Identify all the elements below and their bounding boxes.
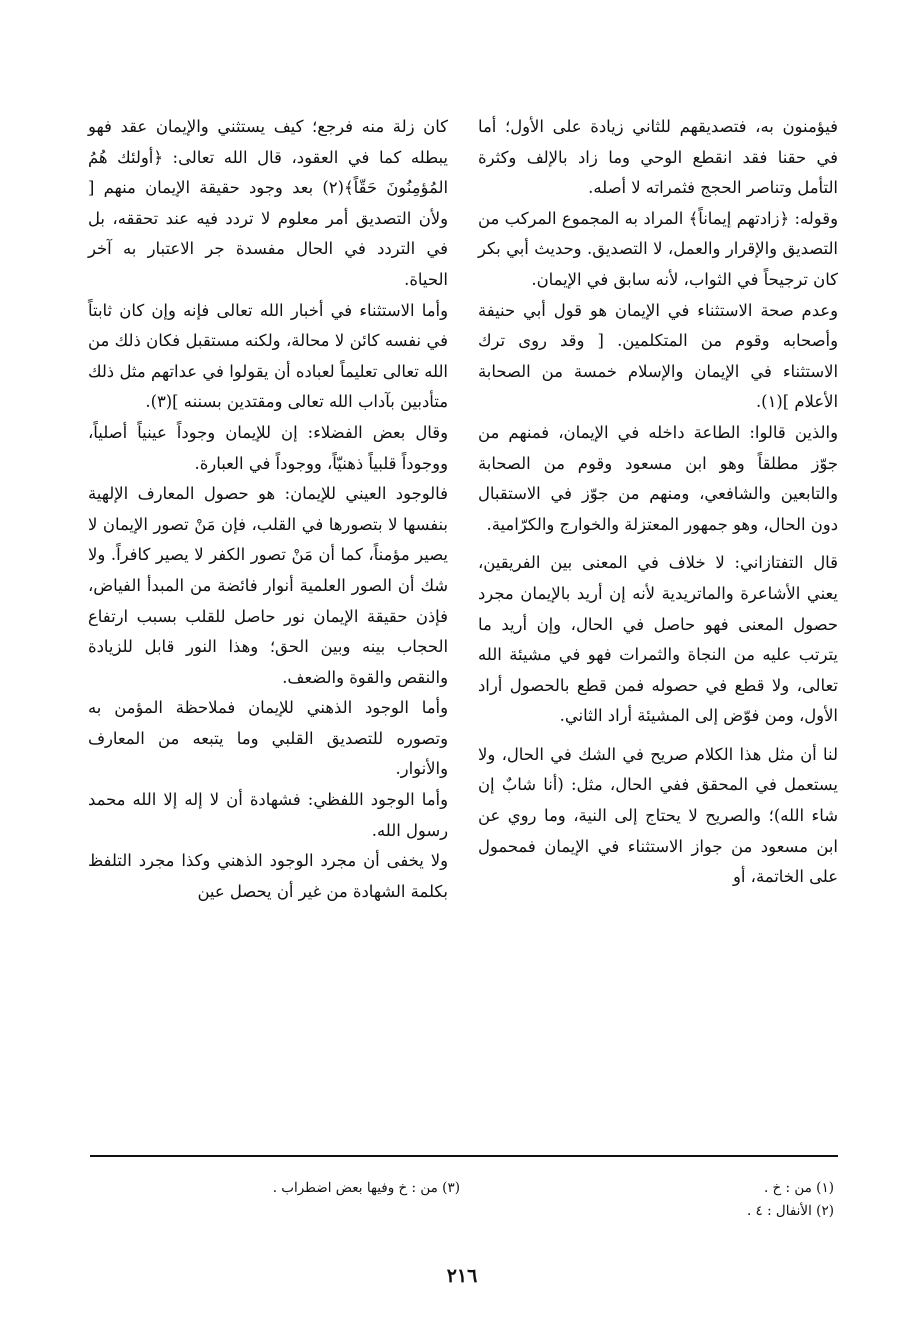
paragraph: وقال بعض الفضلاء: إن للإيمان وجوداً عينياً أصلياً، ووجوداً قلبياً ذهنيّاً، ووجوداً في العبارة. — [88, 422, 448, 473]
paragraph: لنا أن مثل هذا الكلام صريح في الشك في الحال، ولا يستعمل في المحقق ففي الحال، مثل: (أنا شابٌ إن شاء الله)؛ والصريح لا يحتاج إلى النية، وما روي عن ابن مسعود من جواز الاستثناء في الإيمان فمحمول على الخاتمة، أو — [478, 744, 838, 887]
paragraph: كان زلة منه فرجع؛ كيف يستثني والإيمان عقد فهو يبطله كما في العقود، قال الله تعالى: ﴿أولئك هُمُ المُؤمِنُونَ حَقّاً﴾(٢) بعد وجود حقيقة الإيمان منهم [ ولأن التصديق أمر معلوم لا تردد فيه عند تحققه، بل في التردد في الحال مفسدة جر الاعتبار به آخر الحياة. — [88, 117, 448, 289]
footnote-divider — [90, 1155, 838, 1157]
footnote: (١) من : خ . — [763, 1180, 834, 1196]
paragraph: فيؤمنون به، فتصديقهم للثاني زيادة على الأول؛ أما في حقنا فقد انقطع الوحي وما زاد بالإلف وكثرة التأمل وتناصر الحجج فثمراته لا أصله. — [478, 117, 838, 198]
footnote: (٣) من : خ وفيها بعض اضطراب . — [272, 1180, 460, 1196]
paragraph: وأما الوجود اللفظي: فشهادة أن لا إله إلا الله محمد رسول الله. — [88, 790, 448, 840]
paragraph: وعدم صحة الاستثناء في الإيمان هو قول أبي حنيفة وأصحابه وقوم من المتكلمين. [ وقد روى ترك الاستثناء في الإيمان والإسلام خمسة من الصحابة الأعلام ](١). — [478, 300, 838, 412]
right-text-column — [478, 112, 838, 893]
footnotes-right — [494, 1177, 834, 1223]
paragraph: وأما الاستثناء في أخبار الله تعالى فإنه وإن كان ثابتاً في نفسه كائن لا محالة، ولكنه مستقبل فكان ذلك من الله تعالى تعليماً لعباده أن يقولوا في عداتهم مثل ذلك متأدبين بآداب الله تعالى ومقتدين بسننه ](٣). — [88, 300, 448, 412]
paragraph: وأما الوجود الذهني للإيمان فملاحظة المؤمن به وتصوره للتصديق القلبي وما يتبعه من المعارف والأنوار. — [88, 698, 448, 779]
paragraph: ولا يخفى أن مجرد الوجود الذهني وكذا مجرد التلفظ بكلمة الشهادة من غير أن يحصل عين — [88, 851, 448, 901]
paragraph: قال التفتازاني: لا خلاف في المعنى بين الفريقين، يعني الأشاعرة والماتريدية لأنه إن أريد بالإيمان مجرد حصول المعنى فهو حاصل في الحال، وإن أريد ما يترتب عليه من النجاة والثمرات فهو في مشيئة الله تعالى، ولا قطع في حصوله فمن قطع بالحصول أراد الأول، ومن فوّض إلى المشيئة أراد الثاني. — [478, 553, 838, 726]
paragraph: فالوجود العيني للإيمان: هو حصول المعارف الإلهية بنفسها لا بتصورها في القلب، فإن مَنْ تصور الإيمان لا يصير مؤمناً، كما أن مَنْ تصور الكفر لا يصير كافراً. ولا شك أن الصور العلمية أنوار فائضة من المبدأ الفياض، فإذن حقيقة الإيمان نور حاصل للقلب بسبب ارتفاع الحجاب بينه وبين الحق؛ وهذا النور قابل للزيادة والنقص والقوة والضعف. — [88, 484, 448, 687]
paragraph: وقوله: ﴿زادتهم إيماناً﴾ المراد به المجموع المركب من التصديق والإقرار والعمل، لا التصديق. وحديث أبي بكر كان ترجيحاً في الثواب، لأنه سابق في الإيمان. — [478, 208, 838, 289]
footnotes-left — [220, 1177, 460, 1200]
left-text-column — [88, 112, 448, 907]
page-number: ٢١٦ — [446, 1265, 478, 1287]
footnote: (٢) الأنفال : ٤ . — [746, 1203, 834, 1219]
paragraph: والذين قالوا: الطاعة داخله في الإيمان، فمنهم من جوّز مطلقاً وهو ابن مسعود وقوم من الصحابة والتابعين والشافعي، ومنهم من جوّز في الاستقبال دون الحال، وهو جمهور المعتزلة والخوارج والكرّامية. — [478, 422, 838, 534]
